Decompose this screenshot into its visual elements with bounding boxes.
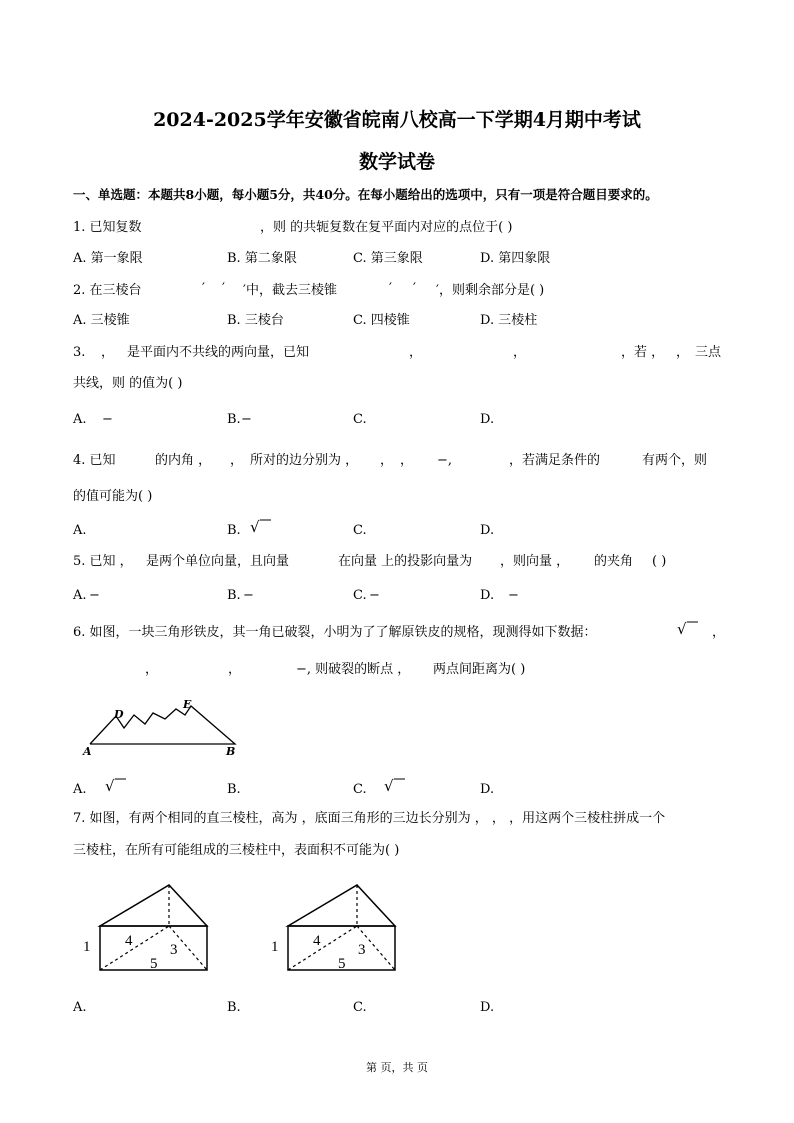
q3-stem: 是平面内不共线的两向量，已知 bbox=[127, 345, 310, 360]
q1-option-d: D. 第四象限 bbox=[480, 251, 551, 266]
q2-prime-6: ′，则剩余部分是( ) bbox=[436, 283, 545, 298]
q6-option-a-sqrt: √ bbox=[105, 777, 115, 795]
q5-stem-4: 的夹角 bbox=[594, 554, 634, 569]
q2-option-a: A. 三棱锥 bbox=[73, 313, 130, 328]
q2-prime-4: ′ bbox=[389, 281, 392, 296]
q6-triangle-figure bbox=[80, 695, 240, 760]
q6-option-d: D. bbox=[480, 782, 495, 797]
q1-option-c: C. 第三象限 bbox=[353, 251, 423, 266]
q6-option-c-sqrt: √ bbox=[384, 777, 394, 795]
q3-option-c: C. bbox=[353, 412, 367, 427]
q4-comma-2: ， bbox=[380, 453, 394, 468]
q4-option-a: A. bbox=[73, 523, 87, 538]
q3-if: ，若 ， bbox=[621, 345, 665, 360]
q3-num: 3. bbox=[73, 345, 86, 360]
q2-option-c: C. 四棱锥 bbox=[353, 313, 410, 328]
q4-option-c: C. bbox=[353, 523, 367, 538]
q6-label-a: A bbox=[83, 745, 92, 758]
q4-line2: 的值可能为( ) bbox=[73, 489, 153, 504]
q6-sqrt-bar bbox=[687, 621, 699, 623]
q3-comma-3: ， bbox=[513, 345, 527, 360]
q7-option-b: B. bbox=[227, 1000, 241, 1015]
q4-num: 4. 已知 bbox=[73, 453, 116, 468]
q6-sqrt: √ bbox=[677, 620, 687, 638]
q2-prime-3: ′中，截去三棱锥 bbox=[243, 283, 337, 298]
paper-title: 2024-2025学年安徽省皖南八校高一下学期4月期中考试 bbox=[153, 109, 641, 131]
q3-option-b-minus: − bbox=[241, 412, 252, 427]
q1-stem-a: 1. 已知复数 bbox=[73, 220, 142, 235]
q1-option-a: A. 第一象限 bbox=[73, 251, 143, 266]
q5-option-a-minus: − bbox=[89, 588, 100, 603]
q4-stem-2: 所对的边分别为 ， bbox=[250, 453, 359, 468]
q3-comma-2: ， bbox=[409, 345, 423, 360]
q6-label-e: E bbox=[183, 698, 192, 711]
q2-stem-a: 2. 在三棱台 bbox=[73, 283, 142, 298]
q5-option-c-minus: − bbox=[369, 588, 380, 603]
q7-right-side-3: 3 bbox=[358, 942, 366, 958]
q7-line2: 三棱柱，在所有可能组成的三棱柱中，表面积不可能为( ) bbox=[73, 843, 400, 858]
q6-option-a-sqrt-bar bbox=[115, 778, 127, 780]
q4-option-d: D. bbox=[480, 523, 495, 538]
q2-prime-1: ′ bbox=[202, 281, 205, 296]
q6-option-a: A. bbox=[73, 782, 87, 797]
q3-option-a: A. bbox=[73, 412, 87, 427]
q4-stem-3: ，若满足条件的 bbox=[509, 453, 601, 468]
q3-option-b: B. bbox=[227, 412, 241, 427]
q6-label-b: B bbox=[226, 745, 236, 758]
q7-option-c: C. bbox=[353, 1000, 367, 1015]
q5-option-c: C. bbox=[353, 588, 367, 603]
q3-option-d: D. bbox=[480, 412, 495, 427]
page-footer: 第 页，共 页 bbox=[366, 1061, 428, 1074]
q4-option-b: B. bbox=[227, 523, 241, 538]
q6-option-b: B. bbox=[227, 782, 241, 797]
q5-option-d-minus: − bbox=[508, 588, 519, 603]
q7-right-height: 1 bbox=[271, 939, 279, 955]
q1-option-b: B. 第二象限 bbox=[227, 251, 297, 266]
q5-paren: ( ) bbox=[652, 554, 667, 569]
q7-right-side-5: 5 bbox=[338, 956, 346, 972]
q5-stem-1: 是两个单位向量，且向量 bbox=[146, 554, 290, 569]
q5-option-d: D. bbox=[480, 588, 495, 603]
q5-stem-3: ，则向量 ， bbox=[500, 554, 570, 569]
q7-line1: 7. 如图，有两个相同的直三棱柱，高为 ，底面三角形的三边长分别为 ， ， ，用这两个三棱柱拼成一个 bbox=[73, 811, 666, 826]
q2-option-d: D. 三棱柱 bbox=[480, 313, 538, 328]
q7-option-d: D. bbox=[480, 1000, 495, 1015]
section-header: 一、单选题：本题共8小题，每小题5分，共40分。在每小题给出的选项中，只有一项是符合题目要求的。 bbox=[73, 187, 658, 202]
q3-comma-4: ， bbox=[676, 345, 690, 360]
q4-stem-4: 有两个，则 bbox=[642, 453, 708, 468]
q6-option-c: C. bbox=[353, 782, 367, 797]
q4-sqrt-bar bbox=[260, 519, 272, 521]
q7-left-side-5: 5 bbox=[150, 956, 158, 972]
q4-stem-1: 的内角 ， bbox=[155, 453, 212, 468]
q7-option-a: A. bbox=[73, 1000, 87, 1015]
q5-stem-2: 在向量 上的投影向量为 bbox=[338, 554, 473, 569]
q3-comma-1: ， bbox=[101, 345, 115, 360]
paper-subtitle: 数学试卷 bbox=[358, 151, 435, 173]
q6-comma-3: ， bbox=[228, 662, 242, 677]
q7-left-height: 1 bbox=[83, 939, 91, 955]
q6-comma-1: ， bbox=[712, 625, 726, 640]
q2-prime-5: ′ bbox=[413, 281, 416, 296]
q7-right-side-4: 4 bbox=[313, 933, 321, 949]
q4-option-b-sqrt: √ bbox=[250, 518, 260, 536]
q6-stem-3: 两点间距离为( ) bbox=[433, 662, 526, 677]
q6-label-d: D bbox=[114, 708, 124, 721]
q4-comma-1: ， bbox=[230, 453, 244, 468]
q7-left-side-4: 4 bbox=[125, 933, 133, 949]
q3-three-points: 三点 bbox=[695, 345, 722, 360]
q2-option-b: B. 三棱台 bbox=[227, 313, 284, 328]
q6-option-c-sqrt-bar bbox=[394, 778, 406, 780]
q5-option-b: B. bbox=[227, 588, 241, 603]
q1-stem-b: ，则 的共轭复数在复平面内对应的点位于( ) bbox=[260, 220, 513, 235]
q5-option-b-minus: − bbox=[243, 588, 254, 603]
q5-option-a: A. bbox=[73, 588, 87, 603]
q6-stem-2: −, 则破裂的断点 ， bbox=[296, 662, 411, 677]
q6-line1: 6. 如图，一块三角形铁皮，其一角已破裂，小明为了了解原铁皮的规格，现测得如下数据： bbox=[73, 625, 597, 640]
q4-minus: −, bbox=[437, 453, 453, 468]
q2-prime-2: ′ bbox=[222, 281, 225, 296]
q7-left-side-3: 3 bbox=[170, 942, 178, 958]
q4-comma-3: ， bbox=[400, 453, 414, 468]
q3-line2: 共线，则 的值为( ) bbox=[73, 376, 183, 391]
q3-option-a-minus: − bbox=[102, 412, 113, 427]
q6-comma-2: ， bbox=[145, 662, 159, 677]
q5-num: 5. 已知 ， bbox=[73, 554, 133, 569]
